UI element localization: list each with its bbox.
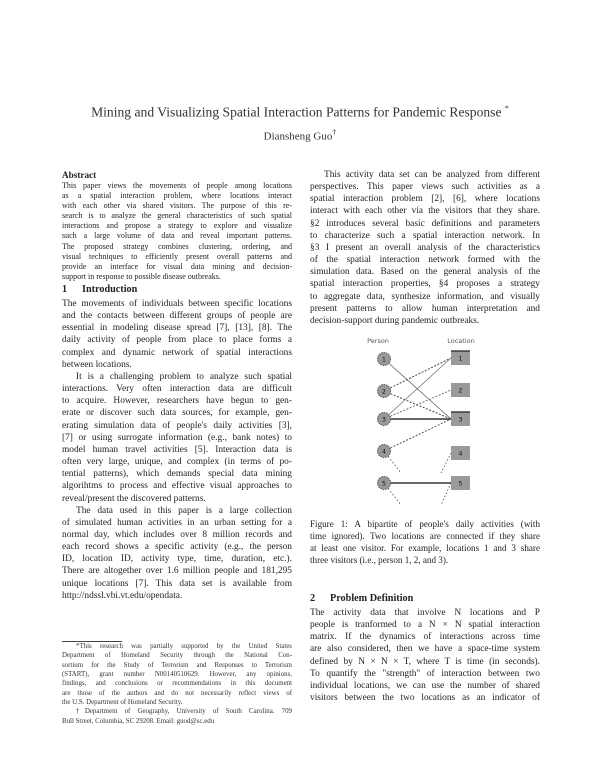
text-line: with each other via shared visitors. The purpose of this re- [62, 201, 292, 211]
text-line: reveal/present the discovered patterns. [62, 493, 206, 504]
text-line: [7] or using surrogate information (e.g., bank notes) to [62, 432, 292, 443]
text-line: interact with each other via the visitors that they share. [310, 206, 540, 217]
location-node-label: 2 [458, 386, 463, 395]
section-heading: 2 Problem Definition [310, 593, 414, 604]
person-column-label: Person [367, 337, 389, 345]
footnote-line: the U.S. Department of Homeland Security. [62, 699, 183, 707]
text-line: unique locations [7]. This data set is available from [62, 578, 292, 589]
footnote-line: †Department of Geography, University of South Carolina. 709 [76, 708, 292, 716]
caption-line: Figure 1: A bipartite of people's daily activities (with [310, 519, 540, 529]
person-node-label: 1 [381, 355, 387, 364]
author-footnote-marker: † [332, 128, 337, 137]
location-node-label: 3 [458, 415, 463, 424]
text-line: individual locations, we can use the number of shared [310, 680, 540, 691]
person-node-label: 2 [381, 387, 387, 396]
graph-edge [384, 390, 451, 419]
caption-line: three visitors (i.e., person 1, 2, and 3). [310, 555, 449, 565]
text-line: tential patterns), which demands special data mining [62, 469, 292, 480]
text-line: spatial interaction properties, §4 proposes a strategy [310, 279, 540, 290]
text-line: support in response to possible disease outbreaks. [62, 271, 221, 281]
caption-line: time ignored). Two locations are connected if they share [310, 531, 540, 541]
footnote-line: sortium for the Study of Terrorism and Responses to Terrorism [62, 661, 292, 669]
abstract-body [62, 181, 292, 282]
text-line: of the spatial interaction network formed with the [310, 255, 540, 266]
text-line: each record shows a specific activity (e.g., the person [62, 542, 292, 553]
text-line: as a spatial interaction problem, where locations interact [62, 191, 292, 201]
text-line: present patterns to allow human interpretation and [310, 303, 540, 314]
text-line: To quantify the "strength" of interaction between two [310, 668, 540, 679]
text-line: search is to analyze the general characteristics of such spatial [62, 211, 292, 221]
graph-edge [384, 358, 451, 391]
text-line: provide an interface for visual data mining and decision- [62, 261, 292, 271]
text-line: visual techniques to efficiently present overall patterns and [62, 251, 292, 261]
figure-caption [310, 518, 540, 566]
intro-continued [310, 169, 540, 327]
location-node-label: 5 [458, 479, 463, 488]
graph-edge [441, 483, 451, 505]
location-node-label: 4 [458, 449, 463, 458]
section-body [310, 607, 540, 704]
text-line: erating simulation data of people's daily activities [3], [62, 420, 292, 431]
paper-title: Mining and Visualizing Spatial Interaction Patterns for Pandemic Response * [91, 104, 509, 120]
text-line: interactions and propose a strategy to explore and visualize [62, 221, 292, 231]
footnote-line: Bull Street, Columbia, SC 29208. Email: guod@sc.edu [62, 717, 215, 725]
text-line: normal day, which includes over 8 million records and [62, 529, 292, 540]
text-line: of simulated human activities in an urban setting for a [62, 517, 292, 528]
text-line: to acquire. However, researchers have begun to gen- [62, 396, 292, 407]
abstract-heading: Abstract [62, 170, 97, 180]
text-line: matrix. If the dynamics of interactions across time [310, 632, 540, 643]
text-line: defined by N × N × T, where T is time (in seconds). [310, 656, 540, 667]
caption-line: at least one visitor. For example, locations 1 and 3 share [310, 543, 540, 553]
graph-edges [381, 358, 451, 505]
text-line: people is tranformed to a N × N spatial interaction [310, 620, 540, 631]
text-line: and the contacts between different groups of people are [62, 311, 292, 322]
text-line: daily activity of people from place to place forms a [62, 335, 292, 346]
footnote-line: *This research was partially supported by the United States [76, 643, 292, 650]
text-line: The activity data that involve N locations and P [310, 608, 540, 618]
footnote-line: Department of Homeland Security through the National Con- [62, 652, 292, 660]
text-line: decision-support during pandemic outbreaks. [310, 315, 480, 326]
text-line: model human travel activities [5]. Interaction data is [62, 444, 292, 455]
text-line: §3 I present an overall analysis of the characteristics [310, 242, 540, 253]
person-node-label: 5 [381, 479, 387, 488]
text-line: http://ndssl.vbi.vt.edu/opendata. [62, 590, 183, 601]
text-line: There are altogether over 1.6 million people and 181,295 [62, 566, 292, 577]
text-line: to aggregate data, synthesize information, and visually [310, 291, 540, 302]
figure-bipartite-graph [340, 330, 510, 515]
author: Diansheng Guo† [263, 128, 337, 143]
section-heading: 1 Introduction [62, 284, 138, 295]
text-line: complex and dynamic network of spatial interactions [62, 347, 292, 358]
text-line: to characterize such a spatial interaction network. In [310, 230, 540, 241]
abstract [62, 170, 292, 282]
text-line: §2 introduces several basic definitions and parameters [310, 218, 540, 229]
text-line: perspectives. This paper views such activities as a [310, 182, 540, 193]
section-introduction [62, 284, 292, 602]
text-line: between locations. [62, 359, 132, 370]
text-line: spatial interaction problem [2], [6], where locations [310, 194, 540, 205]
text-line: essential in modeling disease spread [7], [13], [8]. The [62, 323, 292, 334]
section-problem-definition [310, 593, 540, 704]
graph-nodes [378, 351, 471, 490]
location-node-label: 1 [458, 354, 463, 363]
footnote-line: findings, and conclusions or recommendations in this document [62, 680, 292, 688]
footnotes [62, 642, 292, 726]
text-line: are also considered, then we have a space-time system [310, 644, 540, 655]
text-line: often very large, unique, and complex (in terms of po- [62, 457, 292, 468]
text-line: The data used in this paper is a large collection [76, 505, 292, 516]
title-footnote-marker: * [504, 104, 509, 113]
text-line: ID, location ID, activity type, time, duration, etc.). [62, 554, 292, 565]
location-column-label: Location [447, 337, 475, 345]
text-line: This paper views the movements of people among locations [62, 181, 292, 190]
footnote-line: (START), grant number N00140510629. However, any opinions, [62, 671, 292, 679]
text-line: such a large volume of data and reveal important patterns. [62, 231, 292, 241]
graph-edge [384, 419, 451, 451]
text-line: The proposed strategy combines clustering, ordering, and [62, 241, 292, 251]
person-node-label: 4 [381, 447, 387, 456]
section-body [62, 298, 292, 602]
text-line: interactions. Very often interaction data are difficult [62, 384, 292, 395]
text-line: erate or discover such data sources, for example, gen- [62, 408, 292, 419]
graph-edge [441, 453, 451, 473]
text-line: It is a challenging problem to analyze such spatial [76, 371, 292, 382]
person-node-label: 3 [381, 415, 387, 424]
text-line: This activity data set can be analyzed from different [324, 170, 540, 180]
text-line: algorihtms to process and effective visual approaches to [62, 481, 292, 492]
footnote-line: are those of the authors and do not necessarily reflect views of [62, 689, 292, 697]
text-line: The movements of individuals between specific locations [62, 299, 292, 309]
text-line: visitors between the two locations as an indicator of [310, 693, 540, 704]
text-line: simulation data. Based on the general analysis of the [310, 267, 540, 278]
